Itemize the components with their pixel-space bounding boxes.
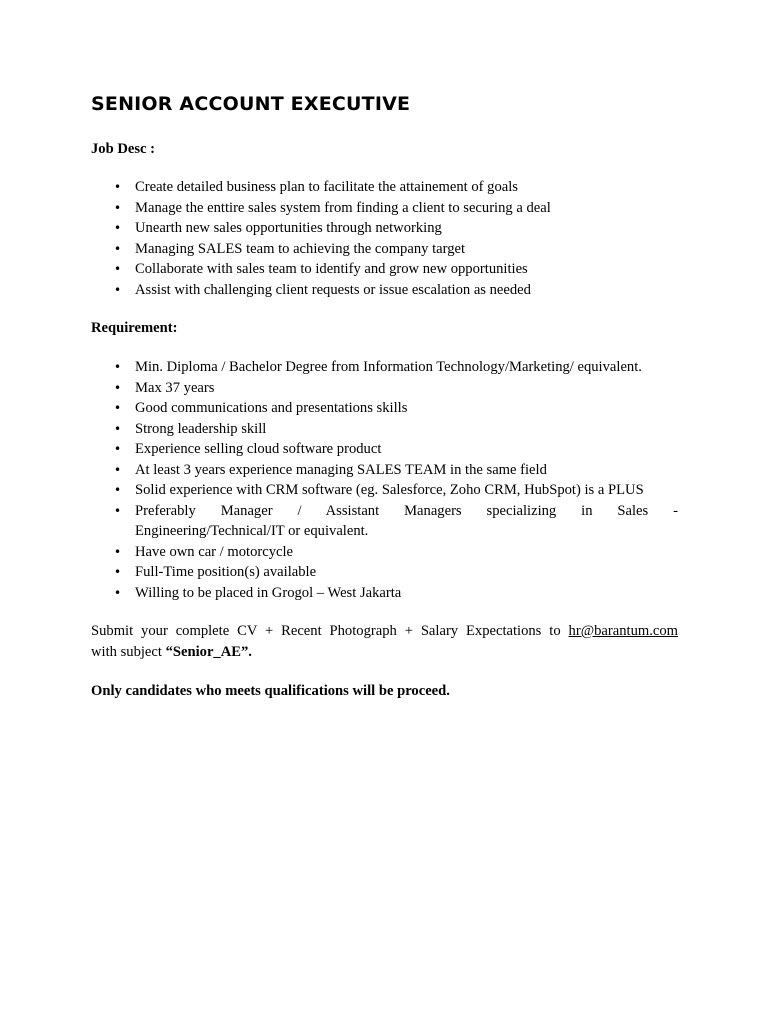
requirement-heading: Requirement:	[91, 320, 178, 336]
wrapped-item-line2: Engineering/Technical/IT or equivalent.	[135, 523, 369, 539]
list-item: • Unearth new sales opportunities through networking	[0, 218, 678, 239]
subject-value: “Senior_AE”.	[165, 643, 252, 660]
email-link[interactable]: hr@barantum.com	[568, 623, 679, 639]
submission-text: Submit your complete CV + Recent Photograph + Salary Expectations to	[91, 623, 561, 639]
closing-note: Only candidates who meets qualifications will be proceed.	[91, 683, 450, 699]
bullet-icon: •	[114, 221, 122, 235]
subject-prefix: with subject	[91, 643, 162, 660]
requirement-list	[0, 357, 678, 603]
list-item: • Min. Diploma / Bachelor Degree from Information Technology/Marketing/ equivalent.	[0, 357, 678, 378]
submission-line1	[91, 621, 678, 642]
list-item-wrapped	[0, 501, 678, 542]
bullet-icon: •	[114, 483, 122, 497]
bullet-icon: •	[114, 262, 122, 276]
list-item: • At least 3 years experience managing SALES TEAM in the same field	[0, 460, 678, 481]
bullet-icon: •	[114, 442, 122, 456]
list-item: • Manage the enttire sales system from finding a client to securing a deal	[0, 198, 678, 219]
submission-paragraph	[91, 621, 678, 662]
bullet-icon: •	[114, 585, 122, 600]
bullet-icon: •	[114, 241, 122, 256]
list-item: • Managing SALES team to achieving the company target	[0, 239, 678, 260]
bullet-icon: •	[114, 380, 122, 395]
bullet-icon: •	[114, 200, 122, 215]
wrapped-item-line1: Preferably Manager / Assistant Managers specializing in Sales -	[135, 502, 678, 519]
list-item: • Full-Time position(s) available	[0, 562, 678, 583]
list-item: • Experience selling cloud software product	[0, 439, 678, 460]
list-item: • Assist with challenging client requests or issue escalation as needed	[0, 280, 678, 301]
list-item: • Have own car / motorcycle	[0, 542, 678, 563]
list-item: • Max 37 years	[0, 378, 678, 399]
bullet-icon: •	[114, 544, 122, 559]
bullet-icon: •	[114, 503, 122, 518]
submission-line2	[91, 642, 678, 663]
job-desc-list	[0, 177, 678, 300]
job-desc-heading: Job Desc :	[91, 141, 156, 157]
bullet-icon: •	[114, 421, 122, 436]
bullet-icon: •	[114, 180, 122, 194]
page-title: SENIOR ACCOUNT EXECUTIVE	[91, 93, 411, 115]
list-item: • Solid experience with CRM software (eg. Salesforce, Zoho CRM, HubSpot) is a PLUS	[0, 480, 678, 501]
list-item: • Create detailed business plan to facilitate the attainement of goals	[0, 177, 678, 198]
bullet-icon: •	[114, 360, 122, 374]
bullet-icon: •	[114, 401, 122, 415]
bullet-icon: •	[114, 282, 122, 297]
list-item: • Strong leadership skill	[0, 419, 678, 440]
bullet-icon: •	[114, 462, 122, 477]
list-item: • Willing to be placed in Grogol – West Jakarta	[0, 583, 678, 604]
list-item: • Good communications and presentations skills	[0, 398, 678, 419]
bullet-icon: •	[114, 565, 122, 579]
list-item: • Collaborate with sales team to identify and grow new opportunities	[0, 259, 678, 280]
